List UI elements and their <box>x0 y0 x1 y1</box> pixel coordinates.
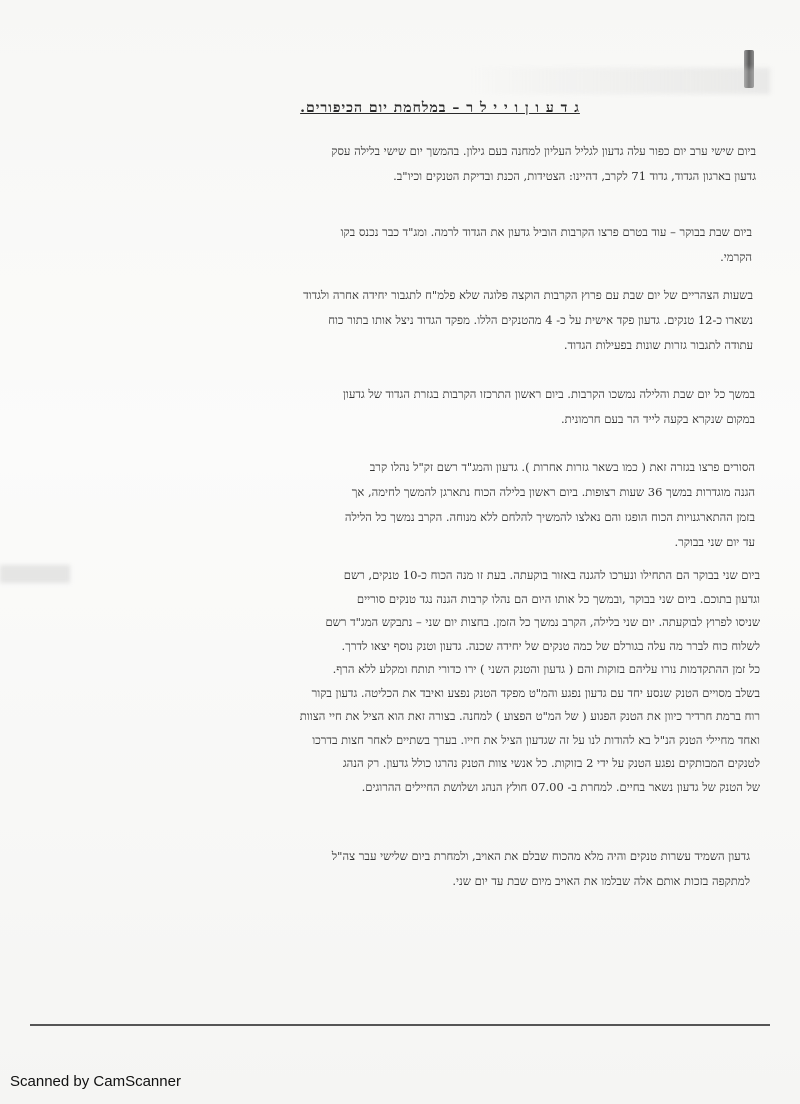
text-line: גדעון בארגון הגדוד, גדוד 71 לקרב, דהיינו: הצטידות, הכנת ובדיקת הטנקים וכיו"ב. <box>393 169 756 183</box>
text-line: עתודה לתגבור גזרות שונות בפעילות הגדוד. <box>563 338 753 352</box>
paragraph-1 <box>90 139 756 189</box>
paragraph-6 <box>30 564 760 799</box>
text-line: שניסו לפרוץ לבוקעתה. יום שני בלילה, הקרב נמשך כל הזמן. בחצות יום שני – נתבקש המג"ד רשם <box>325 615 760 629</box>
paragraph-2 <box>90 220 752 270</box>
text-line: וגדעון בתוכם. ביום שני בבוקר ,ובמשך כל אותו היום הם נהלו קרבות הגנה נגד טנקים סוריים <box>356 591 760 606</box>
text-line: ביום שישי ערב יום כפור עלה גדעון לגליל העליון למחנה בעם גילון. בהמשך יום שישי בלילה עסק <box>331 144 756 158</box>
text-line: ביום שני בבוקר הם התחילו ונערכו להגנה באזור בוקעתה. בעת זו מנה הכוח כ-10 טנקים, רשם <box>343 568 760 582</box>
paragraph-3 <box>85 283 753 358</box>
text-line: בזמן ההתארגנויות הכוח הופגז והם נאלצו להמשיך להלחם ללא מנוחה. הקרב נמשך כל הלילה <box>344 510 755 524</box>
text-line: כל זמן ההתקדמות נורו עליהם בזוקות והם ( גדעון והטנק השני ) ירו כדורי תותח ומקלע ללא הרף. <box>332 662 760 676</box>
bleed-through-marks <box>470 68 770 94</box>
text-line: למתקפה בזכות אותם אלה שבלמו את האויב מיום שבת עד יום שני. <box>452 874 750 888</box>
paragraph-7 <box>60 844 750 894</box>
text-line: במקום שנקרא בקעה לייד הר בעם חרמונית. <box>560 412 755 426</box>
text-line: של הטנק של גדעון נשאר בחיים. למחרת ב- 07.00 חולץ הנהג ושלושת החיילים ההרוגים. <box>361 779 760 794</box>
scanner-watermark: Scanned by CamScanner <box>10 1073 181 1090</box>
text-line: נשארו כ-12 טנקים. גדעון פקד אישית על כ- 4 מהטנקים הללו. מפקד הגדוד ניצל אותו בתור כוח <box>328 313 753 327</box>
text-line: גדעון השמיד עשרות טנקים והיה מלא מהכוח שבלם את האויב, ולמחרת ביום שלישי עבר צה"ל <box>331 849 750 863</box>
text-line: הסורים פרצו בגזרה זאת ( כמו בשאר גזרות אחרות ). גדעון והמג"ד רשם זק"ל נהלו קרב <box>369 460 755 474</box>
text-line: במשך כל יום שבת והלילה נמשכו הקרבות. ביום ראשון התרכזו הקרבות בגזרת הגדוד של גדעון <box>343 387 755 401</box>
text-line: רוח ברמת חרדיר כיוון את הטנק הפגוע ( של המ"ט הפצוע ) למחנה. בצורה זאת הוא הציל את חיי הצוות <box>299 709 760 723</box>
text-line: עד יום שני בבוקר. <box>674 535 755 549</box>
document-title: ג ד ע ו ן ו י י ל ר – במלחמת יום הכיפורים. <box>300 100 580 116</box>
text-line: בשעות הצהריים של יום שבת עם פרוץ הקרבות הוקצה פלוגה שלא פלמ"ח לתגבור יחידה אחרה ולגדוד <box>303 288 753 302</box>
text-line: ביום שבת בבוקר – עוד בטרם פרצו הקרבות הוביל גדעון את הגדוד לרמה. ומג"ד כבר נכנס בקו <box>340 225 752 239</box>
text-line: לטנקים המבותקים נפגע הטנק על ידי 2 בזוקות. כל אנשי צוות הטנק נהרגו כולל גדעון. רק הנהג <box>342 756 760 770</box>
paragraph-4 <box>85 382 755 432</box>
bottom-rule <box>30 1024 770 1026</box>
text-line: לשלוח כוח לברר מה עלה בגורלם של כמה טנקים של יחידה שכנה. גדעון וטנק נוסף יצאו לדרך. <box>341 638 760 653</box>
text-line: הגנה מוגדרות במשך 36 שעות רצופות. ביום ראשון בלילה הכוח נתארגן להמשך לחימה, אך <box>351 485 755 499</box>
paragraph-5 <box>95 455 755 555</box>
text-line: בשלב מסויים הטנק שנסע יחד עם גדעון נפגע והמ"ט מפקד הטנק נפצע ואיבד את הכליטה. גדעון בקור <box>311 685 760 700</box>
text-line: הקרמי. <box>720 250 752 264</box>
text-line: ואחד מחיילי הטנק הנ"ל בא להודות לנו על זה שגדעון הציל את חייו. בערך בשתיים לאחר חצות בדרכו <box>312 732 760 747</box>
